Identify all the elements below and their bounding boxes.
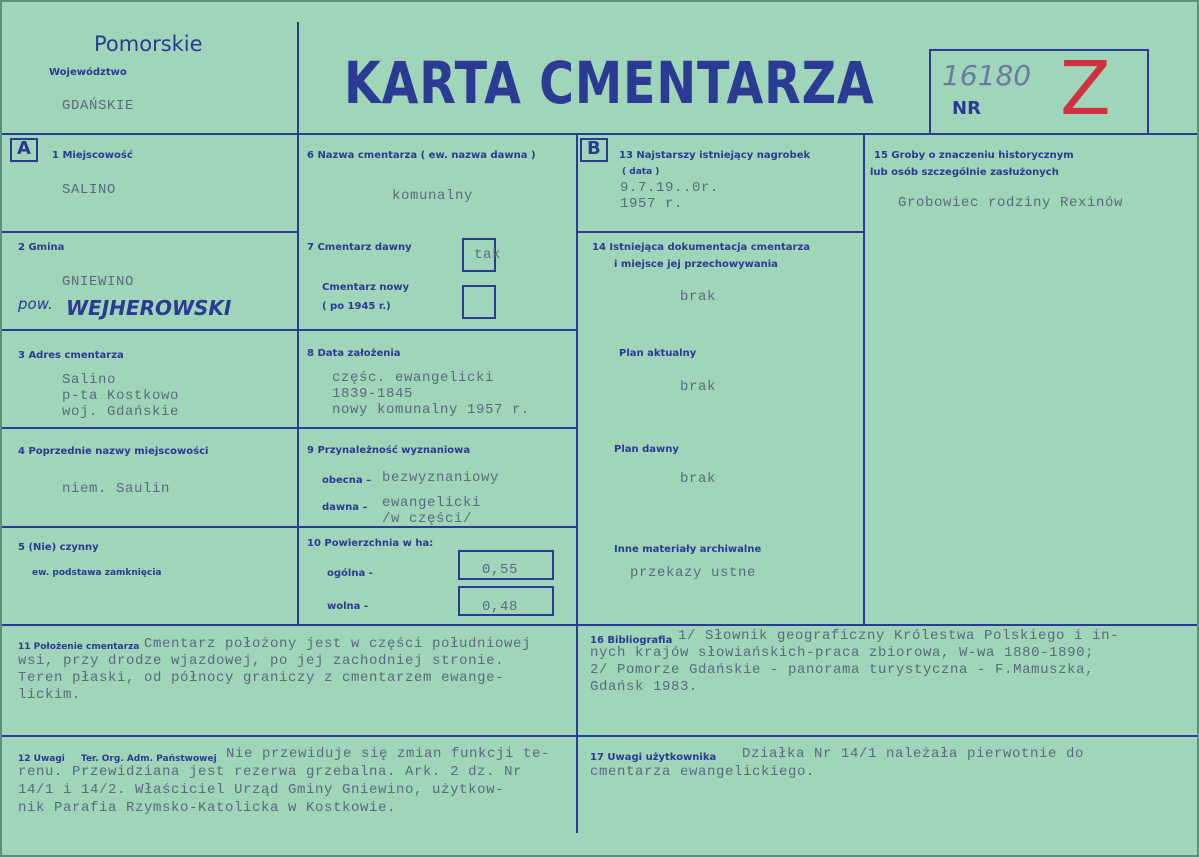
field-8-line: 1839-1845 — [332, 386, 414, 402]
field-12-label-org: Ter. Org. Adm. Państwowej — [81, 754, 217, 764]
field-14-plan-old: brak — [680, 471, 717, 487]
field-10-free: 0,48 — [482, 599, 519, 615]
card-title: KARTA CMENTARZA — [344, 49, 875, 117]
section-b-letter: B — [587, 138, 601, 159]
field-11-line: wsi, przy drodze wjazdowej, po jej zachodniej stronie. — [18, 653, 505, 669]
field-14-label-sub: i miejsce jej przechowywania — [614, 259, 778, 270]
field-9-former-line: /w części/ — [382, 511, 473, 527]
province-name: Pomorskie — [94, 32, 203, 56]
province-old: GDAŃSKIE — [62, 98, 135, 114]
field-13-line: 1957 r. — [620, 196, 684, 212]
field-17-line: cmentarza ewangelickiego. — [590, 764, 816, 780]
field-9-former-line: ewangelicki — [382, 495, 482, 511]
field-14-value: brak — [680, 289, 717, 305]
field-14-plan-old-label: Plan dawny — [614, 444, 679, 455]
field-16-label: 16 Bibliografia — [590, 635, 673, 646]
field-12-line: renu. Przewidziana jest rezerwa grzebalna. Ark. 2 dz. Nr — [18, 764, 523, 780]
section-a-letter: A — [17, 138, 31, 159]
field-10-free-label: wolna - — [327, 601, 369, 612]
field-14-plan-current-label: Plan aktualny — [619, 348, 697, 359]
field-11-label: 11 Położenie cmentarza — [18, 642, 140, 652]
divider — [2, 526, 576, 528]
field-12-line: Nie przewiduje się zmian funkcji te- — [226, 746, 551, 762]
field-14-archive-label: Inne materiały archiwalne — [614, 544, 762, 555]
field-7-label-new-sub: ( po 1945 r.) — [322, 301, 391, 312]
nr-letter: Z — [1060, 46, 1111, 132]
nr-label: NR — [952, 98, 981, 119]
field-4-value: niem. Saulin — [62, 481, 171, 497]
field-14-archive: przekazy ustne — [630, 565, 757, 581]
field-3-line: p-ta Kostkowo — [62, 388, 180, 404]
field-13-line: 9.7.19..0r. — [620, 180, 720, 196]
field-14-label: 14 Istniejąca dokumentacja cmentarza — [592, 242, 811, 253]
field-11-line: Teren płaski, od północy graniczy z cmentarzem ewange- — [18, 670, 505, 686]
nr-number: 16180 — [942, 59, 1032, 92]
field-17-label: 17 Uwagi użytkownika — [590, 752, 717, 763]
field-17-line: Działka Nr 14/1 należała pierwotnie do — [742, 746, 1085, 762]
field-12-line: 14/1 i 14/2. Właściciel Urząd Gminy Gniewino, użytkow- — [18, 782, 505, 798]
field-1-label: 1 Miejscowość — [52, 150, 133, 161]
field-16-line: 1/ Słownik geograficzny Królestwa Polskiego i in- — [678, 628, 1120, 644]
field-2-powiat: WEJHEROWSKI — [66, 296, 232, 320]
field-8-line: częśc. ewangelicki — [332, 370, 495, 386]
field-7-label-new: Cmentarz nowy — [322, 282, 410, 293]
field-9-label: 9 Przynależność wyznaniowa — [307, 445, 471, 456]
field-13-label: 13 Najstarszy istniejący nagrobek — [619, 150, 811, 161]
field-9-current-label: obecna – — [322, 475, 372, 486]
divider — [2, 735, 1197, 737]
field-11-line: Cmentarz położony jest w części południowej — [144, 636, 532, 652]
field-2-powiat-prefix: pow. — [18, 295, 53, 313]
field-7-new-checkbox — [462, 285, 496, 319]
field-1-value: SALINO — [62, 182, 117, 198]
cemetery-card — [2, 2, 1197, 855]
field-16-line: 2/ Pomorze Gdańskie - panorama turystyczna - F.Mamuszka, — [590, 662, 1095, 678]
field-5-sublabel: ew. podstawa zamknięcia — [32, 568, 162, 578]
field-15-value: Grobowiec rodziny Rexinów — [898, 195, 1124, 211]
divider — [576, 133, 578, 833]
field-4-label: 4 Poprzednie nazwy miejscowości — [18, 446, 209, 457]
field-14-plan-current: brak — [680, 379, 717, 395]
field-6-label: 6 Nazwa cmentarza ( ew. nazwa dawna ) — [307, 150, 536, 161]
field-16-line: nych krajów słowiańskich-praca zbiorowa, W-wa 1880-1890; — [590, 645, 1095, 661]
field-10-label: 10 Powierzchnia w ha: — [307, 538, 434, 549]
field-12-line: nik Parafia Rzymsko-Katolicka w Kostkowie. — [18, 800, 397, 816]
field-11-line: lickim. — [18, 687, 82, 703]
field-10-total: 0,55 — [482, 562, 519, 578]
divider — [2, 329, 576, 331]
field-6-value: komunalny — [392, 188, 474, 204]
field-7-label-old: 7 Cmentarz dawny — [307, 242, 412, 253]
field-10-total-label: ogólna - — [327, 568, 373, 579]
field-15-label: 15 Groby o znaczeniu historycznym — [874, 150, 1074, 161]
province-label: Województwo — [49, 67, 127, 78]
field-7-value-old: tak — [474, 247, 502, 263]
divider — [2, 427, 576, 429]
field-9-current: bezwyznaniowy — [382, 470, 500, 486]
field-13-sublabel: ( data ) — [622, 167, 660, 177]
field-2-value: GNIEWINO — [62, 274, 135, 290]
field-8-label: 8 Data założenia — [307, 348, 401, 359]
field-16-line: Gdańsk 1983. — [590, 679, 699, 695]
field-12-label: 12 Uwagi — [18, 754, 65, 764]
field-2-label: 2 Gmina — [18, 242, 65, 253]
field-15-label-sub: lub osób szczególnie zasłużonych — [870, 167, 1059, 178]
field-5-label: 5 (Nie) czynny — [18, 542, 99, 553]
divider — [297, 22, 299, 138]
divider — [2, 624, 1197, 626]
field-3-label: 3 Adres cmentarza — [18, 350, 124, 361]
divider — [863, 133, 865, 626]
field-8-line: nowy komunalny 1957 r. — [332, 402, 531, 418]
field-3-line: Salino — [62, 372, 117, 388]
divider — [297, 133, 299, 626]
divider — [2, 231, 297, 233]
field-9-former-label: dawna – — [322, 502, 368, 513]
field-3-line: woj. Gdańskie — [62, 404, 180, 420]
divider — [576, 231, 863, 233]
